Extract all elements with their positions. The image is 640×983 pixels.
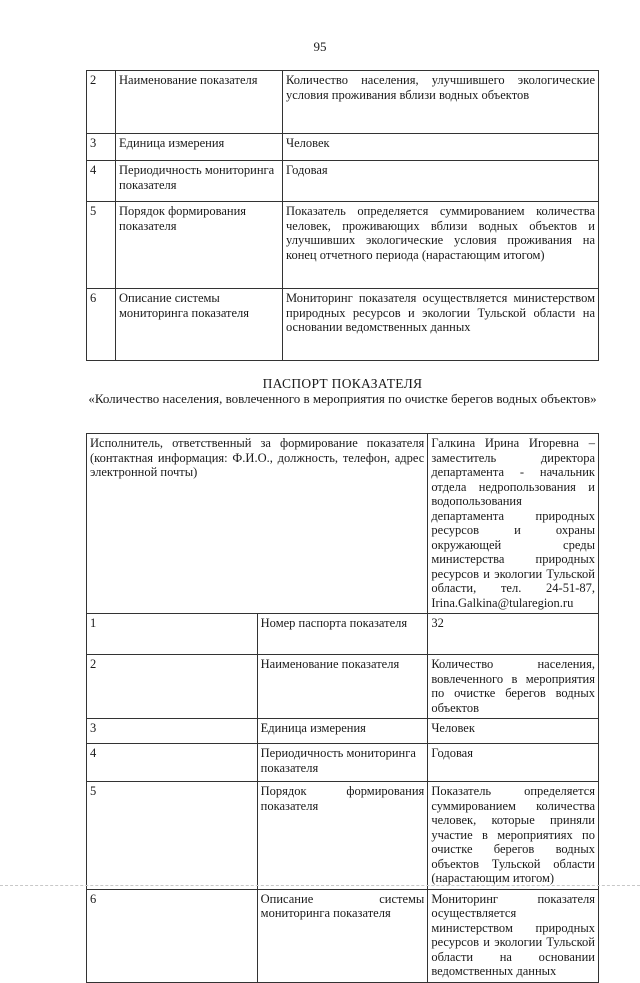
executor-label: Исполнитель, ответственный за формирование показателя (контактная информация: Ф.И.О., должность, телефон, адрес электронной почты) <box>87 434 428 614</box>
indicator-table-continued <box>86 70 599 361</box>
row-number: 1 <box>87 614 258 655</box>
table-row <box>87 289 599 361</box>
row-value: Показатель определяется суммированием количества человек, которые приняли участие в мероприятиях по очистке берегов водных объектов Тульской области (нарастающим итогом) <box>428 782 599 890</box>
table-row <box>87 161 599 202</box>
row-value: Количество населения, вовлеченного в мероприятия по очистке берегов водных объектов <box>428 655 599 719</box>
table-row <box>87 655 599 719</box>
row-number: 6 <box>87 889 258 982</box>
executor-row <box>87 434 599 614</box>
row-number: 3 <box>87 134 116 161</box>
row-number: 2 <box>87 655 258 719</box>
row-number: 4 <box>87 744 258 782</box>
passport-title: ПАСПОРТ ПОКАЗАТЕЛЯ <box>262 376 423 391</box>
row-number: 3 <box>87 719 258 744</box>
page-number: 95 <box>313 39 327 54</box>
row-value: Мониторинг показателя осуществляется министерством природных ресурсов и экологии Тульской области на основании ведомственных данных <box>428 889 599 982</box>
indicator-passport-table <box>86 433 599 983</box>
table-row <box>87 744 599 782</box>
table-row <box>87 202 599 289</box>
row-value: Мониторинг показателя осуществляется министерством природных ресурсов и экологии Тульской области на основании ведомственных данных <box>283 289 599 361</box>
row-label: Наименование показателя <box>257 655 428 719</box>
row-label: Описание системы мониторинга показателя <box>257 889 428 982</box>
table-row <box>87 71 599 134</box>
row-label: Описание системы мониторинга показателя <box>116 289 283 361</box>
row-label: Порядок формирования показателя <box>116 202 283 289</box>
table-row <box>87 782 599 890</box>
row-value: Годовая <box>428 744 599 782</box>
row-label: Порядок формирования показателя <box>257 782 428 890</box>
row-number: 5 <box>87 782 258 890</box>
table-row <box>87 889 599 982</box>
row-label: Единица измерения <box>116 134 283 161</box>
row-label: Единица измерения <box>257 719 428 744</box>
row-value: Показатель определяется суммированием количества человек, проживающих вблизи водных объектов и улучшивших экологические условия проживания на конец отчетного периода (нарастающим итогом) <box>283 202 599 289</box>
row-number: 5 <box>87 202 116 289</box>
row-value: Человек <box>428 719 599 744</box>
row-number: 2 <box>87 71 116 134</box>
row-number: 4 <box>87 161 116 202</box>
row-number: 6 <box>87 289 116 361</box>
row-value: 32 <box>428 614 599 655</box>
table-row <box>87 614 599 655</box>
row-value: Количество населения, улучшившего экологические условия проживания вблизи водных объектов <box>283 71 599 134</box>
row-label: Периодичность мониторинга показателя <box>257 744 428 782</box>
row-value: Человек <box>283 134 599 161</box>
row-label: Периодичность мониторинга показателя <box>116 161 283 202</box>
table-row <box>87 719 599 744</box>
passport-subtitle: «Количество населения, вовлеченного в мероприятия по очистке берегов водных объектов» <box>88 391 597 406</box>
page-footer-divider <box>0 885 640 888</box>
table-row <box>87 134 599 161</box>
executor-value: Галкина Ирина Игоревна – заместитель директора департамента - начальник отдела недропользования и водопользования департамента природных ресурсов и охраны окружающей среды министерства природных ресурсов и экологии Тульской области, тел. 24-51-87, Irina.Galkina@tularegion.ru <box>428 434 599 614</box>
passport-heading <box>86 376 599 406</box>
row-label: Наименование показателя <box>116 71 283 134</box>
row-value: Годовая <box>283 161 599 202</box>
row-label: Номер паспорта показателя <box>257 614 428 655</box>
